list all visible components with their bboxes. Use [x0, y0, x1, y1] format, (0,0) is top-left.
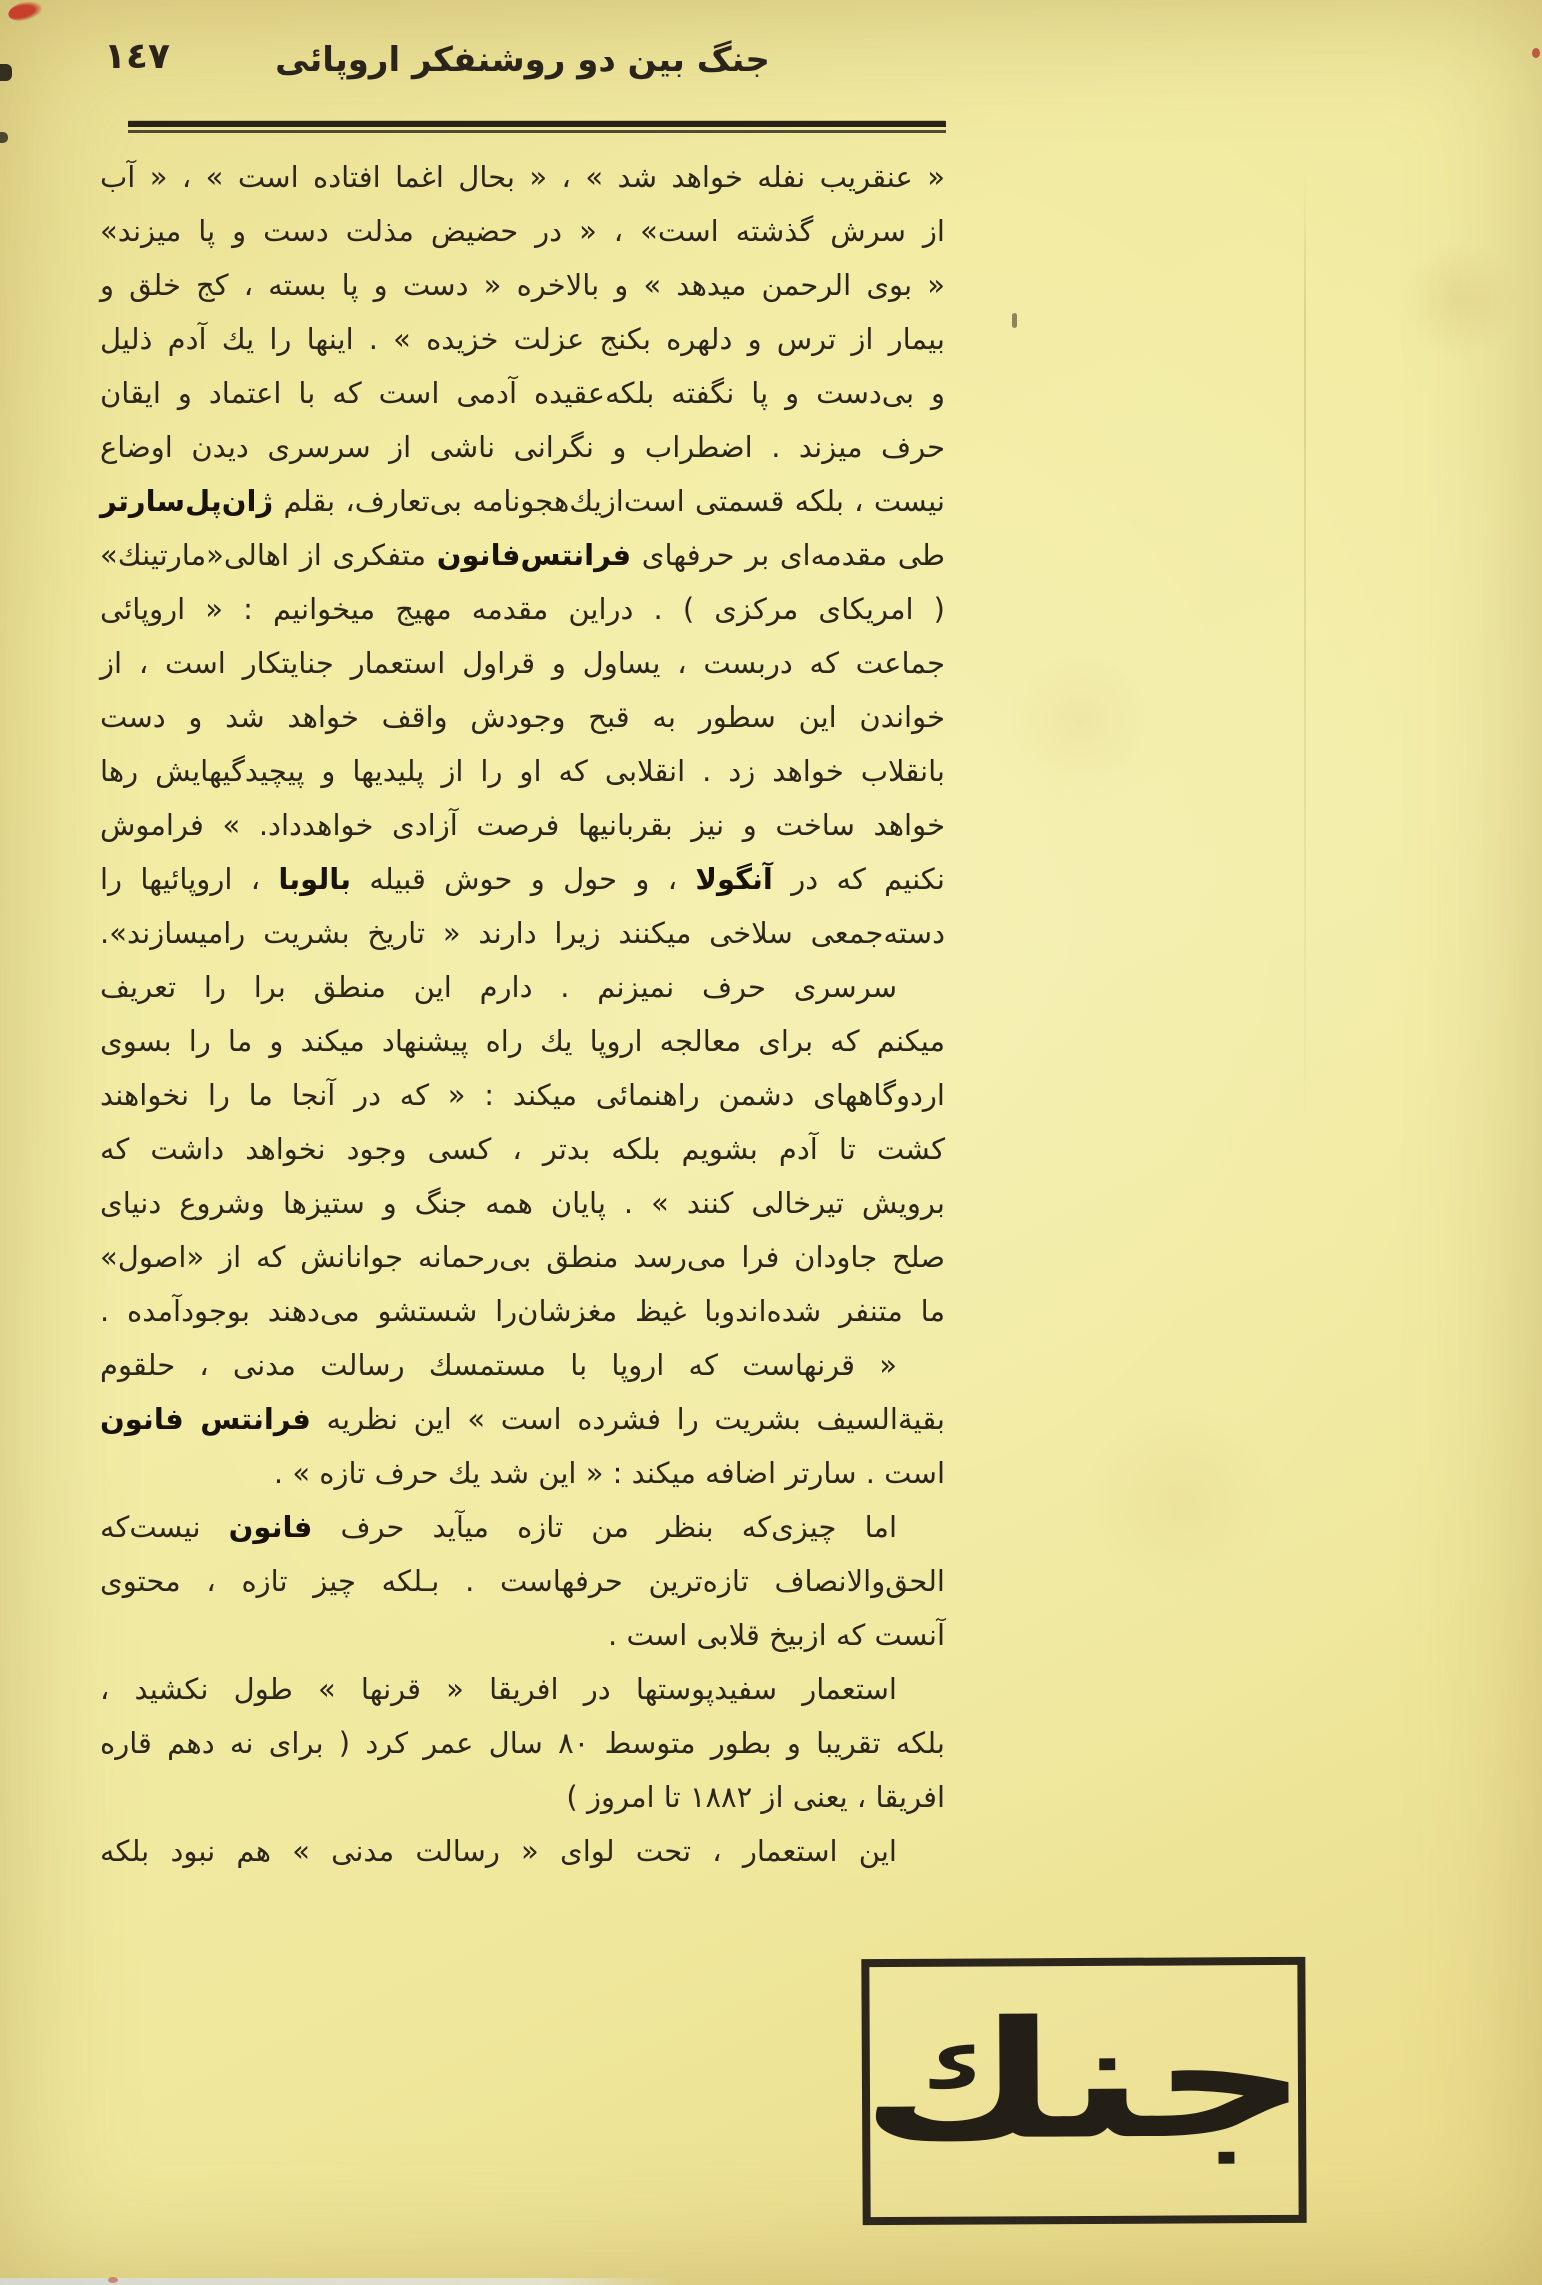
body-line: است . سارتر اضافه میکند : « این شد یك حرف تازه » .	[273, 1456, 945, 1490]
body-line: آنست که ازبیخ قلابی است .	[608, 1618, 945, 1652]
body-line: نکنیم که در آنگولا ، و حول و حوش قبیله بالوبا ، اروپائیها را	[100, 862, 945, 896]
body-line: بلکه تقریبا و بطور متوسط ٨٠ سال عمر کرد ( برای نه دهم قاره	[100, 1726, 945, 1760]
scan-artifact-fold-line	[1304, 170, 1306, 1150]
body-line: از سرش گذشته است» ، « در حضیض مذلت دست و پا میزند»	[100, 214, 945, 248]
body-line: افریقا ، یعنی از ١٨٨٢ تا امروز )	[566, 1780, 945, 1814]
body-line: ما متنفر شده‌اندوبا غیظ مغزشان‌را شستشو می‌دهند بوجودآمده .	[100, 1294, 945, 1328]
scan-artifact-red-mark	[7, 0, 44, 23]
body-line: و بی‌دست و پا نگفته بلکه‌عقیده آدمی است که با اعتماد و ایقان	[100, 376, 945, 410]
body-line: این استعمار ، تحت لوای « رسالت مدنی » هم نبود بلکه	[100, 1834, 897, 1868]
body-line: بانقلاب خواهد زد . انقلابی که او را از پلیدیها و پیچیدگیهایش رها	[100, 754, 945, 788]
body-line: استعمار سفیدپوستها در افریقا « قرنها » طول نکشید ،	[100, 1672, 897, 1706]
body-line: میکنم که برای معالجه اروپا یك راه پیشنهاد میکند و ما را بسوی	[100, 1024, 945, 1058]
body-line: طی مقدمه‌ای بر حرفهای فرانتس‌فانون متفکری از اهالی«مارتینك»	[100, 538, 946, 572]
scan-artifact-edge-dash	[0, 64, 12, 81]
scan-artifact-red-dot	[1532, 48, 1540, 58]
body-line: خواهد ساخت و نیز بقربانیها فرصت آزادی خواهدداد. » فراموش	[100, 808, 945, 842]
body-line: « بوی الرحمن میدهد » و بالاخره « دست و پا بسته ، کج خلق و	[100, 268, 945, 302]
body-line: کشت تا آدم بشویم بلکه بدتر ، کسی وجود نخواهد داشت که	[100, 1132, 945, 1166]
body-line: سرسری حرف نمیزنم . دارم این منطق برا را تعریف	[100, 970, 897, 1004]
emphasized-name: فانون	[228, 1510, 313, 1544]
body-line: بقیةالسیف بشریت را فشرده است » این نظریه فرانتس فانون	[100, 1402, 945, 1436]
emphasized-name: فرانتس‌فانون	[436, 538, 632, 572]
body-line: بیمار از ترس و دلهره بکنج عزلت خزیده » . اینها را یك آدم ذلیل	[100, 322, 945, 356]
body-line: الحق‌والانصاف تازه‌ترین حرفهاست . بـلکه چیز تازه ، محتوی	[100, 1564, 945, 1598]
scan-artifact-red-speck	[108, 2277, 118, 2283]
body-line: خواندن این سطور به قبح وجودش واقف خواهد شد و دست	[100, 700, 945, 734]
page-number: ١٤٧	[104, 36, 170, 77]
emphasized-name: آنگولا	[695, 862, 773, 896]
body-line: حرف میزند . اضطراب و نگرانی ناشی از سرسری دیدن اوضاع	[100, 430, 945, 464]
running-head-title: جنگ بین دو روشنفکر اروپائی	[275, 40, 770, 80]
emphasized-name: بالوبا	[278, 862, 352, 896]
body-line: اردوگاههای دشمن راهنمائی میکند : « که در آنجا ما را نخواهند	[100, 1078, 945, 1112]
body-line: اما چیزی‌که بنظر من تازه میآید حرف فانون نیست‌که	[100, 1510, 897, 1544]
war-stamp-box	[859, 1957, 1309, 2225]
war-stamp-word: جنك	[859, 1986, 1309, 2177]
body-line: ( امریکای مرکزی ) . دراین مقدمه مهیج میخوانیم : « اروپائی	[100, 592, 945, 626]
scan-artifact-edge-dash	[0, 132, 8, 143]
body-line: برویش تیرخالی کنند » . پایان همه جنگ و ستیزها وشروع دنیای	[100, 1186, 945, 1220]
body-line: دسته‌جمعی سلاخی میکنند زیرا دارند « تاریخ بشریت رامیسازند».	[100, 916, 945, 950]
scan-artifact-ink-speck	[1012, 313, 1017, 328]
scan-artifact-bottom-strip	[0, 2278, 680, 2285]
body-line: « قرنهاست که اروپا با مستمسك رسالت مدنی ، حلقوم	[100, 1348, 897, 1382]
header-double-rule	[128, 120, 946, 135]
body-line: جماعت که دربست ، یساول و قراول استعمار جنایتکار است ، از	[100, 646, 945, 680]
body-line: صلح جاودان فرا می‌رسد منطق بی‌رحمانه جوانانش که از «اصول»	[100, 1240, 945, 1274]
emphasized-name: فرانتس فانون	[100, 1402, 311, 1436]
emphasized-name: ژان‌پل‌سارتر	[100, 484, 274, 518]
body-line: نیست ، بلکه قسمتی است‌ازیك‌هجونامه بی‌تعارف، بقلم ژان‌پل‌سارتر	[100, 484, 945, 518]
body-text	[100, 150, 945, 1878]
body-line: « عنقریب نفله خواهد شد » ، « بحال اغما افتاده است » ، « آب	[100, 160, 945, 194]
